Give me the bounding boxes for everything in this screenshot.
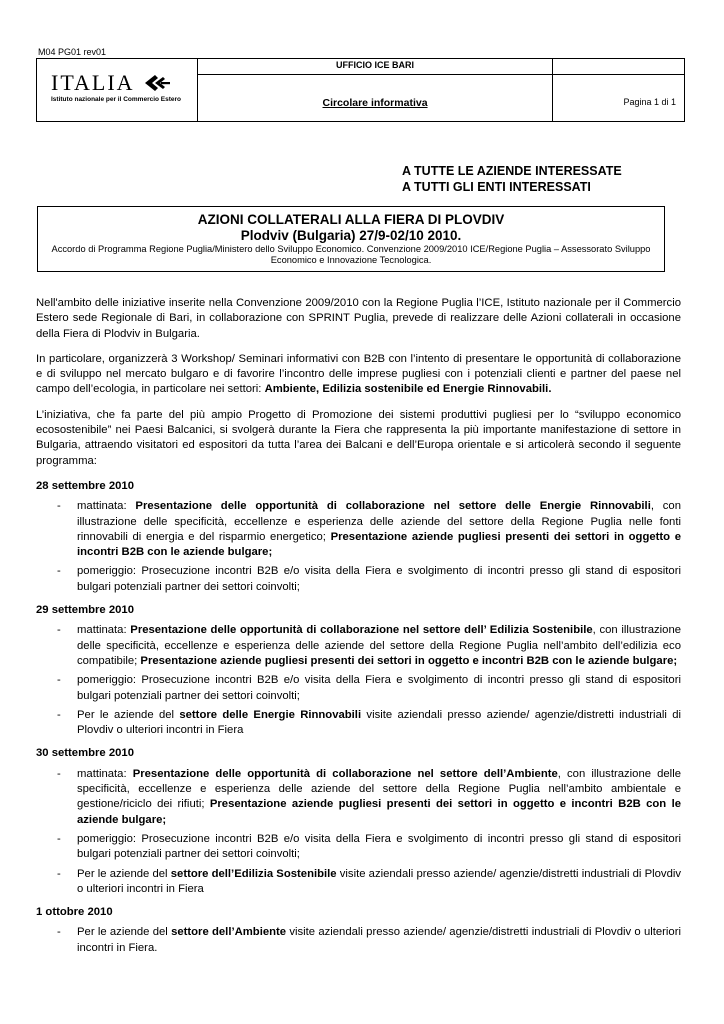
blank-cell bbox=[553, 59, 685, 75]
bullet-dash: - bbox=[57, 767, 61, 780]
bullet-dash: - bbox=[57, 624, 61, 637]
program-day-date: 30 settembre 2010 bbox=[36, 747, 134, 760]
recipient-line: A TUTTI GLI ENTI INTERESSATI bbox=[402, 180, 591, 194]
bullet-dash: - bbox=[57, 926, 61, 939]
program-schedule bbox=[36, 479, 681, 956]
program-item bbox=[36, 925, 681, 956]
program-item-text: , con illustrazione delle specificità, eccellenze e esperienza delle aziende del settore della Regione Puglia nelle fonti rinnovabili di energia e del risparmio energetico; bbox=[77, 500, 681, 543]
main-title: AZIONI COLLATERALI ALLA FIERA DI PLOVDIV bbox=[197, 212, 505, 227]
program-item-text: , con illustrazione delle specificità, eccellenze e esperienza delle aziende del settore della Regione Puglia nell’ambito ambientale e gestione/riciclo dei rifiuti; bbox=[77, 767, 681, 811]
document-body bbox=[36, 296, 681, 960]
page-cell bbox=[553, 75, 685, 122]
title-box bbox=[37, 206, 665, 272]
program-item bbox=[36, 673, 681, 704]
intro-paragraph: Nell'ambito delle iniziative inserite nella Convenzione 2009/2010 con la Regione Puglia l’ICE, Istituto nazionale per il Commercio Estero sede Regionale di Bari, in collaborazione con SPRINT Puglia, prevede di realizzare delle Azioni collaterali in occasione della Fiera di Plodviv in Bulgaria. bbox=[36, 297, 681, 340]
bullet-dash: - bbox=[57, 674, 61, 687]
program-item-text: visite aziendali presso aziende/ agenzie/distretti industriali di Plovdiv o ulteriori incontri in Fiera bbox=[77, 867, 682, 895]
program-item bbox=[36, 832, 681, 863]
page-number: Pagina 1 di 1 bbox=[623, 97, 676, 107]
program-item-highlight: Presentazione delle opportunità di collaborazione nel settore dell’Ambiente bbox=[132, 767, 558, 780]
program-item-text: visite aziendali presso aziende/ agenzie/distretti industriali di Plovdiv o ulteriori incontri in Fiera bbox=[77, 708, 681, 737]
program-item bbox=[36, 499, 681, 560]
ice-arrows-icon bbox=[143, 74, 171, 92]
agreement-note: Accordo di Programma Regione Puglia/Ministero dello Sviluppo Economico. Convenzione 2009/2010 ICE/Regione Puglia – Assessorato Sviluppo Economico e Innovazione Tecnologica. bbox=[51, 244, 651, 265]
program-item bbox=[36, 564, 681, 595]
program-item bbox=[36, 623, 681, 669]
document-type: Circolare informativa bbox=[322, 97, 428, 109]
program-item-highlight: Presentazione delle opportunità di collaborazione nel settore dell’ Edilizia Sostenibile bbox=[130, 624, 593, 637]
program-item-text: pomeriggio: Prosecuzione incontri B2B e/o visita della Fiera e svolgimento di incontri presso gli stand di espositori bulgari potenziali partner dei settori coinvolti; bbox=[77, 832, 681, 861]
bullet-dash: - bbox=[57, 565, 61, 578]
program-item-text: visite aziendali presso aziende/ agenzie/distretti industriali di Plovdiv o ulteriori incontri in Fiera. bbox=[77, 926, 681, 954]
program-paragraph: L’iniziativa, che fa parte del più ampio Progetto di Promozione dei sistemi produttivi pugliesi per lo “sviluppo economico ecosostenibile” nei Paesi Balcanici, si svolgerà durante la Fiera che rappresenta la più importante manifestazione di settore in Bulgaria, attraendo visitatori ed espositori da tutta l’area dei Balcani e dell’Europa orientale e si articolerà secondo il seguente programma: bbox=[36, 408, 681, 467]
program-item-highlight: Presentazione aziende pugliesi presenti dei settori in oggetto e incontri B2B con le aziende bulgare; bbox=[77, 798, 681, 826]
program-day-date: 1 ottobre 2010 bbox=[36, 906, 113, 919]
program-item bbox=[36, 867, 681, 898]
workshop-sectors: Ambiente, Edilizia sostenibile ed Energie Rinnovabili. bbox=[264, 383, 552, 396]
doctype-cell bbox=[197, 75, 552, 122]
office-name: UFFICIO ICE BARI bbox=[336, 60, 415, 70]
program-day-date: 28 settembre 2010 bbox=[36, 479, 134, 492]
program-item-text: mattinata: bbox=[77, 767, 133, 780]
recipient-line: A TUTTE LE AZIENDE INTERESSATE bbox=[402, 164, 622, 178]
program-item-text: mattinata: bbox=[77, 624, 131, 637]
letterhead-table bbox=[36, 58, 685, 122]
program-item-text: Per le aziende del bbox=[77, 867, 171, 880]
program-item-text: pomeriggio: Prosecuzione incontri B2B e/o visita della Fiera e svolgimento di incontri presso gli stand di espositori bulgari potenziali partner dei settori coinvolti; bbox=[77, 565, 681, 593]
program-item-highlight: Presentazione delle opportunità di collaborazione nel settore delle Energie Rinnovabili bbox=[135, 500, 651, 513]
program-item-text: mattinata: bbox=[77, 500, 136, 513]
logo-cell bbox=[37, 59, 198, 122]
ice-logo bbox=[37, 59, 197, 103]
bullet-dash: - bbox=[57, 708, 61, 721]
bullet-dash: - bbox=[57, 832, 61, 845]
office-cell bbox=[197, 59, 552, 75]
bullet-dash: - bbox=[57, 867, 61, 880]
logo-subtitle: Istituto nazionale per il Commercio Estero bbox=[51, 96, 182, 103]
program-item-highlight: settore dell’Edilizia Sostenibile bbox=[170, 867, 337, 880]
program-item bbox=[36, 767, 681, 828]
event-subtitle: Plodviv (Bulgaria) 27/9-02/10 2010. bbox=[240, 228, 462, 243]
program-day-date: 29 settembre 2010 bbox=[36, 604, 134, 617]
document-code: M04 PG01 rev01 bbox=[38, 47, 107, 57]
program-item-highlight: settore delle Energie Rinnovabili bbox=[179, 708, 362, 721]
program-item-text: , con illustrazione delle specificità, eccellenze e esperienza delle aziende del settore della Regione Puglia nell’ambito dell’edilizia eco compatibile; bbox=[77, 624, 682, 667]
bullet-dash: - bbox=[57, 500, 61, 513]
logo-wordmark: ITALIA bbox=[51, 70, 135, 95]
program-item-highlight: Presentazione aziende pugliesi presenti dei settori in oggetto e incontri B2B con le aziende bulgare; bbox=[140, 654, 678, 667]
program-item-text: Per le aziende del bbox=[77, 708, 180, 721]
recipients-block bbox=[402, 163, 622, 195]
program-item-text: pomeriggio: Prosecuzione incontri B2B e/o visita della Fiera e svolgimento di incontri presso gli stand di espositori bulgari potenziali partner dei settori coinvolti; bbox=[77, 674, 681, 702]
program-item-highlight: settore dell’Ambiente bbox=[171, 926, 287, 939]
workshop-paragraph bbox=[36, 352, 681, 398]
program-item bbox=[36, 708, 681, 739]
program-item-highlight: Presentazione aziende pugliesi presenti dei settori in oggetto e incontri B2B con le aziende bulgare; bbox=[77, 530, 681, 559]
program-item-text: Per le aziende del bbox=[77, 926, 172, 939]
workshop-text: In particolare, organizzerà 3 Workshop/ Seminari informativi con B2B con l’intento di presentare le opportunità di collaborazione e di sviluppo nel mercato bulgaro e di favorire l’incontro delle imprese pugliesi con i potenziali clienti e partner del paese nel campo dell’ecologia, in particolare nei settori: bbox=[36, 352, 681, 396]
